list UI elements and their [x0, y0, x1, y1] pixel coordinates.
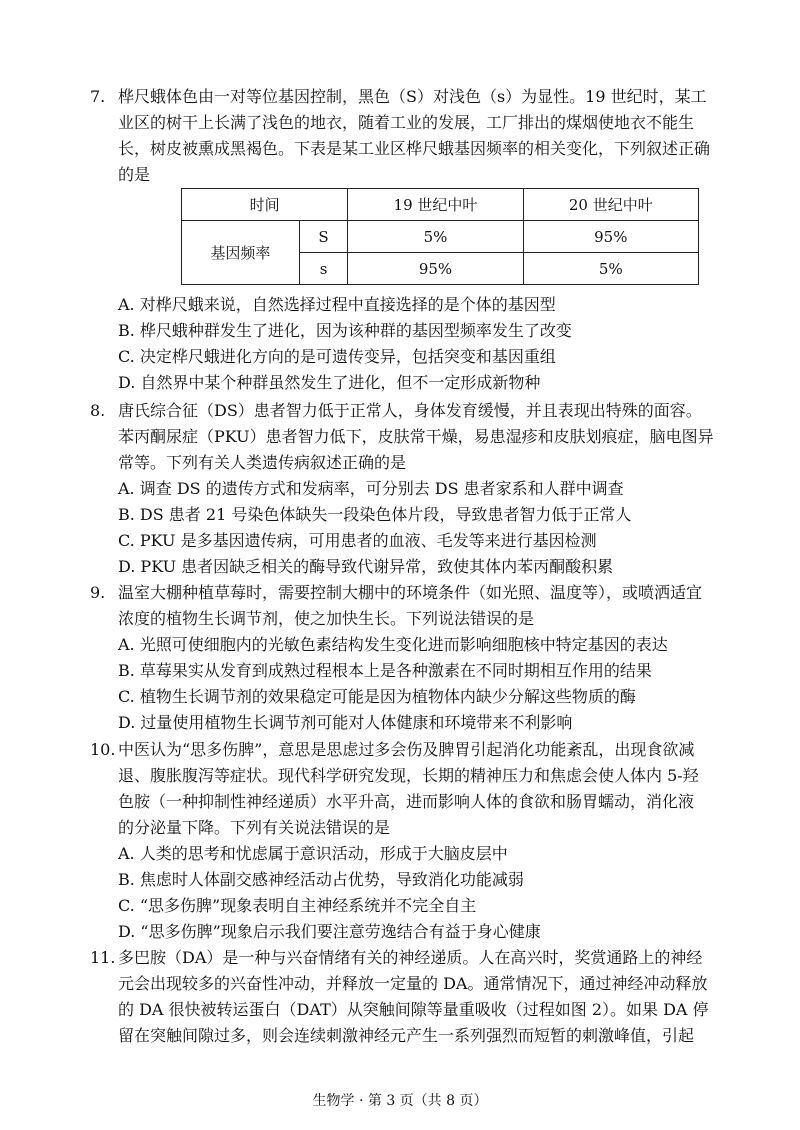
question-text-line: 色胺（一种抑制性神经递质）水平升高，进而影响人体的食欲和肠胃蠕动，消化液 [118, 792, 695, 811]
question-11 [90, 945, 790, 1049]
question-7-options [90, 292, 790, 396]
option-d: D. PKU 患者因缺乏相关的酶导致代谢异常，致使其体内苯丙酮酸积累 [118, 557, 614, 576]
question-number: 9. [90, 583, 106, 602]
question-text-line: 的分泌量下降。下列有关说法错误的是 [118, 818, 391, 837]
option-c: C. PKU 是多基因遗传病，可用患者的血液、毛发等来进行基因检测 [118, 531, 597, 550]
question-text-line: 留在突触间隙过多，则会连续刺激神经元产生一系列强烈而短暂的刺激峰值，引起 [118, 1026, 695, 1045]
table-cell: 5% [523, 253, 698, 285]
option-d: D. 过量使用植物生长调节剂可能对人体健康和环境带来不利影响 [118, 713, 573, 732]
question-number: 10. [90, 740, 116, 759]
question-7 [90, 84, 790, 188]
allele-cell: S [299, 221, 348, 253]
allele-cell: s [299, 253, 348, 285]
table-row-label: 基因频率 [182, 221, 300, 285]
table-header-cell: 19 世纪中叶 [348, 189, 523, 221]
question-number: 8. [90, 401, 106, 420]
table-row [182, 221, 699, 253]
table-header-row [182, 189, 699, 221]
question-text-line: 退、腹胀腹泻等症状。现代科学研究发现，长期的精神压力和焦虑会使人体内 5-羟 [118, 766, 699, 785]
table-header-cell: 时间 [182, 189, 348, 221]
option-d: D. 自然界中某个种群虽然发生了进化，但不一定形成新物种 [118, 373, 541, 392]
option-b: B. 草莓果实从发育到成熟过程根本上是各种激素在不同时期相互作用的结果 [118, 661, 652, 680]
question-8 [90, 398, 790, 580]
question-text-line: 的 DA 很快被转运蛋白（DAT）从突触间隙等量重吸收（过程如图 2）。如果 DA 停 [118, 1000, 709, 1019]
question-text-line: 桦尺蛾体色由一对等位基因控制，黑色（S）对浅色（s）为显性。19 世纪时，某工 [118, 87, 707, 106]
question-text-line: 业区的树干上长满了浅色的地衣，随着工业的发展，工厂排出的煤烟使地衣不能生 [118, 113, 695, 132]
question-text-line: 浓度的植物生长调节剂，使之加快生长。下列说法错误的是 [118, 609, 535, 628]
question-text-line: 多巴胺（DA）是一种与兴奋情绪有关的神经递质。人在高兴时，奖赏通路上的神经 [118, 948, 703, 967]
option-a: A. 人类的思考和忧虑属于意识活动，形成于大脑皮层中 [118, 844, 508, 863]
option-b: B. 焦虑时人体副交感神经活动占优势，导致消化功能减弱 [118, 870, 524, 889]
option-a: A. 对桦尺蛾来说，自然选择过程中直接选择的是个体的基因型 [118, 295, 556, 314]
question-9 [90, 580, 790, 736]
question-text-line: 唐氏综合征（DS）患者智力低于正常人，身体发育缓慢，并且表现出特殊的面容。 [118, 401, 702, 420]
question-text-line: 常等。下列有关人类遗传病叙述正确的是 [118, 453, 407, 472]
page-footer: 生物学 · 第 3 页（共 8 页） [312, 1093, 488, 1109]
question-10 [90, 737, 790, 945]
question-text-line: 元会出现较多的兴奋性冲动，并释放一定量的 DA。通常情况下，通过神经冲动释放 [118, 974, 708, 993]
question-text-line: 的是 [118, 165, 151, 184]
option-b: B. 桦尺蛾种群发生了进化，因为该种群的基因型频率发生了改变 [118, 321, 572, 340]
option-d: D. “思多伤脾”现象启示我们要注意劳逸结合有益于身心健康 [118, 922, 541, 941]
option-c: C. 决定桦尺蛾进化方向的是可遗传变异，包括突变和基因重组 [118, 347, 556, 366]
option-a: A. 光照可使细胞内的光敏色素结构发生变化进而影响细胞核中特定基因的表达 [118, 635, 668, 654]
option-b: B. DS 患者 21 号染色体缺失一段染色体片段，导致患者智力低于正常人 [118, 505, 632, 524]
question-number: 11. [90, 948, 116, 967]
gene-frequency-table [181, 188, 699, 285]
option-c: C. “思多伤脾”现象表明自主神经系统并不完全自主 [118, 896, 477, 915]
question-number: 7. [90, 87, 106, 106]
question-text-line: 长，树皮被熏成黑褐色。下表是某工业区桦尺蛾基因频率的相关变化，下列叙述正确 [118, 139, 711, 158]
table-header-cell: 20 世纪中叶 [523, 189, 698, 221]
question-text-line: 温室大棚种植草莓时，需要控制大棚中的环境条件（如光照、温度等），或喷洒适宜 [118, 583, 703, 602]
option-c: C. 植物生长调节剂的效果稳定可能是因为植物体内缺少分解这些物质的酶 [118, 687, 636, 706]
table-cell: 95% [523, 221, 698, 253]
question-text-line: 苯丙酮尿症（PKU）患者智力低下，皮肤常干燥，易患湿疹和皮肤划痕症，脑电图异 [118, 427, 714, 446]
option-a: A. 调查 DS 的遗传方式和发病率，可分别去 DS 患者家系和人群中调查 [118, 479, 624, 498]
table-cell: 95% [348, 253, 523, 285]
question-text-line: 中医认为“思多伤脾”，意思是思虑过多会伤及脾胃引起消化功能紊乱，出现食欲减 [118, 740, 695, 759]
table-cell: 5% [348, 221, 523, 253]
